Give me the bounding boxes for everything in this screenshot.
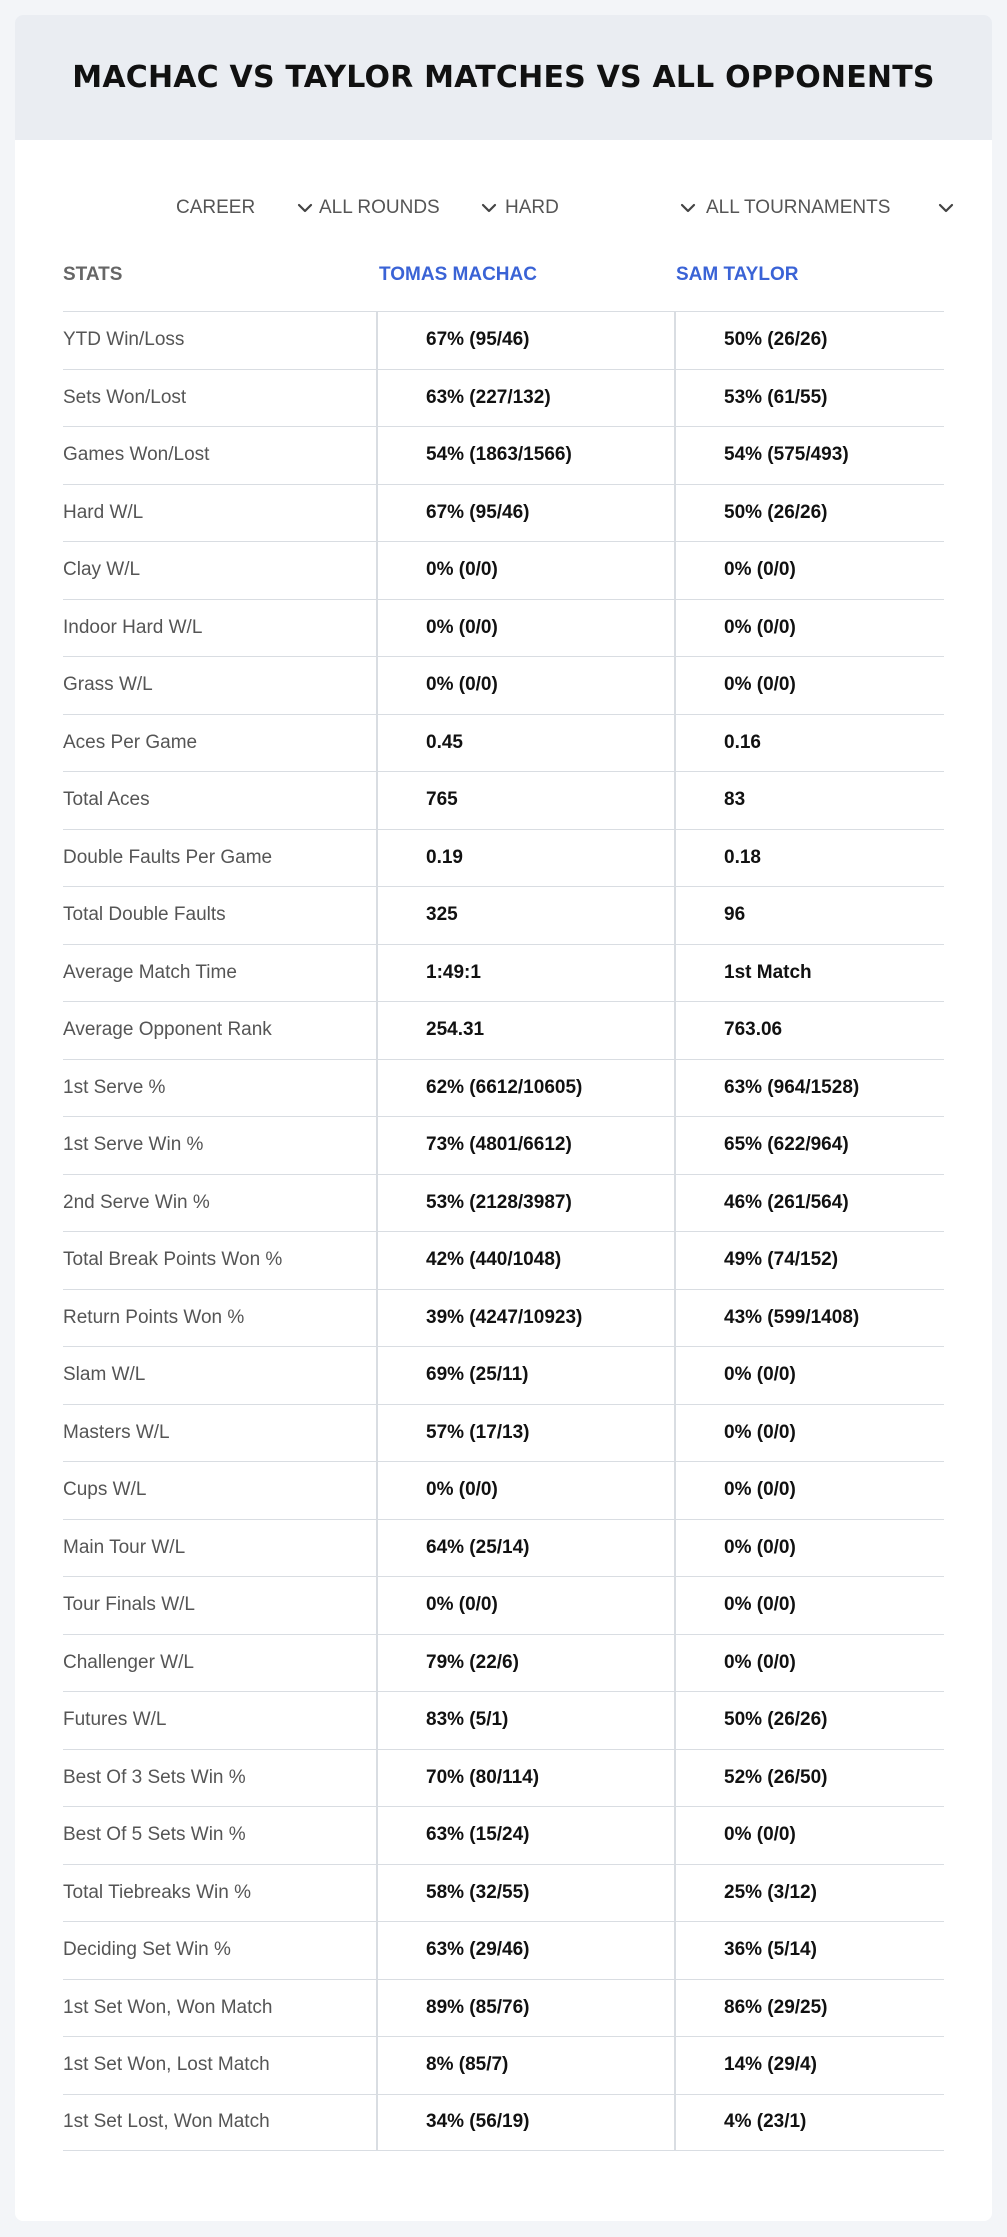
- chevron-down-icon: [938, 203, 954, 213]
- stat-label: Slam W/L: [63, 1364, 146, 1386]
- stat-label: Best Of 5 Sets Win %: [63, 1824, 246, 1846]
- player2-value: 96: [724, 904, 746, 926]
- period-select-value: CAREER: [176, 197, 256, 218]
- player2-value: 54% (575/493): [724, 444, 849, 466]
- player2-value: 0.16: [724, 731, 761, 753]
- player1-value: 0% (0/0): [426, 1479, 498, 1501]
- player2-value: 43% (599/1408): [724, 1306, 860, 1328]
- player1-value: 39% (4247/10923): [426, 1306, 583, 1328]
- table-row: [63, 1174, 944, 1232]
- table-row: [63, 1806, 944, 1864]
- player2-value: 0% (0/0): [724, 559, 796, 581]
- stat-label: Double Faults Per Game: [63, 846, 273, 868]
- table-row: [63, 771, 944, 829]
- table-row: [63, 1346, 944, 1404]
- table-row: [63, 829, 944, 887]
- filter-bar: [15, 188, 992, 228]
- stats-column-header: STATS: [63, 264, 123, 285]
- stat-label: Total Double Faults: [63, 904, 226, 926]
- stat-label: Indoor Hard W/L: [63, 616, 203, 638]
- stat-label: Challenger W/L: [63, 1651, 194, 1673]
- stat-label: 2nd Serve Win %: [63, 1191, 210, 1213]
- stat-label: Average Opponent Rank: [63, 1019, 272, 1041]
- player1-value: 67% (95/46): [426, 329, 530, 351]
- table-row: [63, 369, 944, 427]
- player2-value: 0% (0/0): [724, 1536, 796, 1558]
- table-row: [63, 599, 944, 657]
- player1-value: 53% (2128/3987): [426, 1191, 572, 1213]
- stat-label: Masters W/L: [63, 1421, 170, 1443]
- player2-value: 0% (0/0): [724, 1421, 796, 1443]
- table-row: [63, 1691, 944, 1749]
- stat-label: Average Match Time: [63, 961, 237, 983]
- player2-value: 25% (3/12): [724, 1881, 817, 1903]
- round-select-value: ALL ROUNDS: [319, 197, 440, 218]
- player2-value: 0% (0/0): [724, 616, 796, 638]
- player1-value: 254.31: [426, 1019, 485, 1041]
- player1-value: 73% (4801/6612): [426, 1134, 572, 1156]
- table-row: [63, 541, 944, 599]
- player2-value: 0% (0/0): [724, 1651, 796, 1673]
- tournament-select-value: ALL TOURNAMENTS: [706, 197, 891, 218]
- table-row: [63, 1634, 944, 1692]
- stat-label: Deciding Set Win %: [63, 1939, 231, 1961]
- surface-select-value: HARD: [505, 197, 559, 218]
- chevron-down-icon: [297, 203, 313, 213]
- player1-value: 0% (0/0): [426, 559, 498, 581]
- player1-value: 1:49:1: [426, 961, 481, 983]
- stat-label: Aces Per Game: [63, 731, 198, 753]
- player1-value: 63% (227/132): [426, 386, 551, 408]
- player2-value: 0.18: [724, 846, 761, 868]
- player1-value: 70% (80/114): [426, 1766, 540, 1788]
- period-select[interactable]: [176, 188, 316, 228]
- player1-value: 69% (25/11): [426, 1364, 529, 1386]
- stat-label: 1st Serve %: [63, 1076, 166, 1098]
- player2-value: 0% (0/0): [724, 674, 796, 696]
- stats-card: [15, 15, 992, 2221]
- player2-value: 0% (0/0): [724, 1594, 796, 1616]
- player2-value: 1st Match: [724, 961, 812, 983]
- player1-value: 63% (15/24): [426, 1824, 530, 1846]
- player1-value: 0.19: [426, 846, 463, 868]
- player2-value: 49% (74/152): [724, 1249, 839, 1271]
- player1-value: 0.45: [426, 731, 463, 753]
- player1-value: 42% (440/1048): [426, 1249, 562, 1271]
- table-row: [63, 1921, 944, 1979]
- player1-value: 83% (5/1): [426, 1709, 509, 1731]
- stat-label: YTD Win/Loss: [63, 329, 185, 351]
- table-row: [63, 1576, 944, 1634]
- stat-label: Total Aces: [63, 789, 150, 811]
- table-row: [63, 1116, 944, 1174]
- stat-label: Cups W/L: [63, 1479, 147, 1501]
- table-row: [63, 656, 944, 714]
- player1-value: 67% (95/46): [426, 501, 530, 523]
- player1-value: 325: [426, 904, 458, 926]
- player1-value: 79% (22/6): [426, 1651, 519, 1673]
- player1-value: 54% (1863/1566): [426, 444, 572, 466]
- stat-label: Sets Won/Lost: [63, 386, 187, 408]
- player2-value: 86% (29/25): [724, 1996, 828, 2018]
- table-row: [63, 1001, 944, 1059]
- stat-label: Total Tiebreaks Win %: [63, 1881, 251, 1903]
- player1-value: 58% (32/55): [426, 1881, 530, 1903]
- player2-value: 46% (261/564): [724, 1191, 849, 1213]
- player1-value: 89% (85/76): [426, 1996, 530, 2018]
- player1-value: 34% (56/19): [426, 2111, 530, 2133]
- tournament-select[interactable]: [706, 188, 946, 228]
- stat-label: Hard W/L: [63, 501, 144, 523]
- table-row: [63, 1979, 944, 2037]
- table-row: [63, 944, 944, 1002]
- player1-value: 57% (17/13): [426, 1421, 530, 1443]
- player2-value: 0% (0/0): [724, 1479, 796, 1501]
- player2-value: 83: [724, 789, 746, 811]
- table-row: [63, 2094, 944, 2152]
- player2-value: 63% (964/1528): [724, 1076, 860, 1098]
- player2-value: 52% (26/50): [724, 1766, 828, 1788]
- table-row: [63, 1519, 944, 1577]
- table-row: [63, 1289, 944, 1347]
- player2-column-header[interactable]: SAM TAYLOR: [676, 264, 799, 285]
- player1-value: 62% (6612/10605): [426, 1076, 583, 1098]
- stat-label: Main Tour W/L: [63, 1536, 186, 1558]
- page-title: MACHAC VS TAYLOR MATCHES VS ALL OPPONENTS: [72, 60, 935, 95]
- player1-value: 64% (25/14): [426, 1536, 530, 1558]
- stat-label: Futures W/L: [63, 1709, 167, 1731]
- stat-label: 1st Set Won, Lost Match: [63, 2054, 270, 2076]
- table-row: [63, 1864, 944, 1922]
- chevron-down-icon: [481, 203, 497, 213]
- player1-column-header[interactable]: TOMAS MACHAC: [379, 264, 537, 285]
- chevron-down-icon: [680, 203, 696, 213]
- stat-label: 1st Set Won, Won Match: [63, 1996, 273, 2018]
- stat-label: Clay W/L: [63, 559, 141, 581]
- player2-value: 50% (26/26): [724, 501, 828, 523]
- player1-value: 0% (0/0): [426, 674, 498, 696]
- player1-value: 63% (29/46): [426, 1939, 530, 1961]
- table-row: [63, 714, 944, 772]
- stat-label: Return Points Won %: [63, 1306, 245, 1328]
- player2-value: 4% (23/1): [724, 2111, 807, 2133]
- table-row: [63, 311, 944, 369]
- stat-label: Best Of 3 Sets Win %: [63, 1766, 246, 1788]
- stat-label: Total Break Points Won %: [63, 1249, 283, 1271]
- player2-value: 50% (26/26): [724, 329, 828, 351]
- player2-value: 763.06: [724, 1019, 783, 1041]
- stat-label: 1st Serve Win %: [63, 1134, 204, 1156]
- player1-value: 0% (0/0): [426, 1594, 498, 1616]
- player2-value: 65% (622/964): [724, 1134, 849, 1156]
- table-row: [63, 1461, 944, 1519]
- table-row: [63, 1404, 944, 1462]
- player2-value: 36% (5/14): [724, 1939, 817, 1961]
- round-select[interactable]: [319, 188, 499, 228]
- player1-value: 765: [426, 789, 458, 811]
- table-row: [63, 886, 944, 944]
- stat-label: Grass W/L: [63, 674, 153, 696]
- table-row: [63, 1059, 944, 1117]
- table-row: [63, 484, 944, 542]
- surface-select[interactable]: [505, 188, 695, 228]
- player2-value: 50% (26/26): [724, 1709, 828, 1731]
- table-row: [63, 2036, 944, 2094]
- player2-value: 14% (29/4): [724, 2054, 817, 2076]
- player2-value: 0% (0/0): [724, 1824, 796, 1846]
- table-row: [63, 1231, 944, 1289]
- stat-label: 1st Set Lost, Won Match: [63, 2111, 270, 2133]
- table-row: [63, 426, 944, 484]
- player1-value: 0% (0/0): [426, 616, 498, 638]
- stats-table: [63, 311, 944, 2151]
- stat-label: Tour Finals W/L: [63, 1594, 195, 1616]
- player2-value: 0% (0/0): [724, 1364, 796, 1386]
- player1-value: 8% (85/7): [426, 2054, 509, 2076]
- stat-label: Games Won/Lost: [63, 444, 210, 466]
- page-header: [15, 15, 992, 140]
- table-row: [63, 1749, 944, 1807]
- player2-value: 53% (61/55): [724, 386, 828, 408]
